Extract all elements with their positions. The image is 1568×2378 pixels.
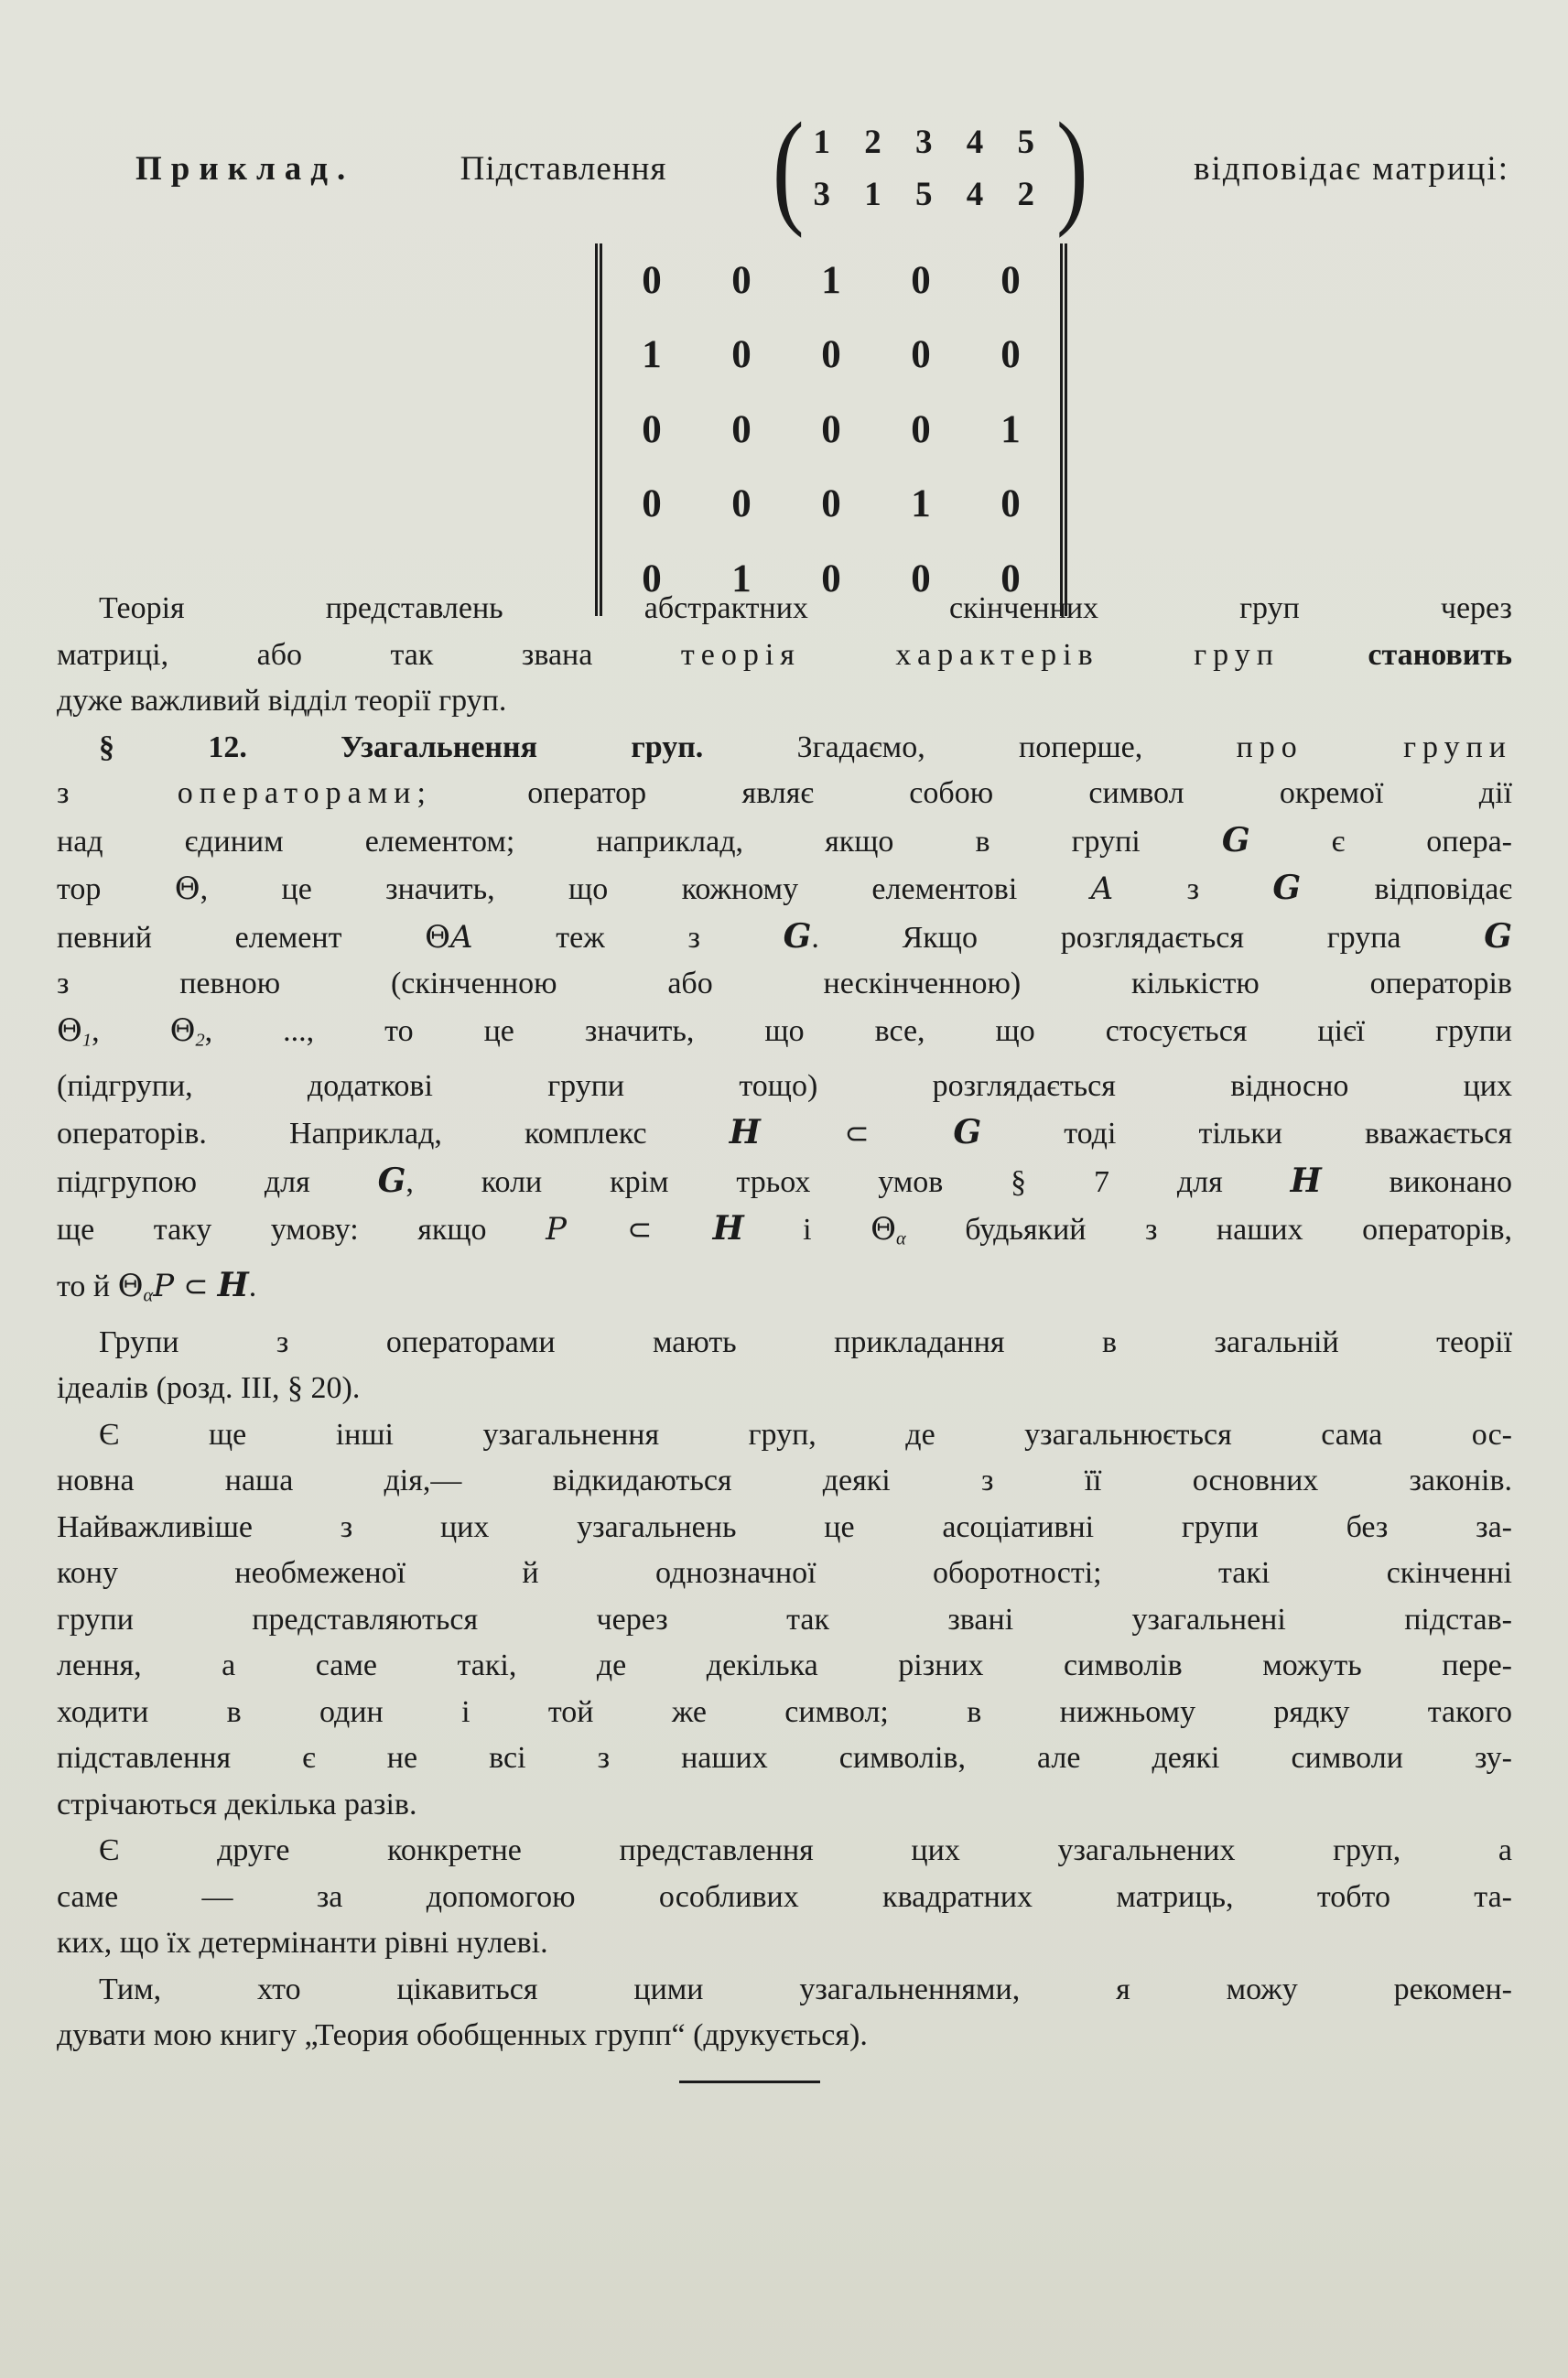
text-line: з операторами; оператор являє собою символ окремої дії	[57, 776, 1513, 810]
permutation-top-row: 1 2 3 4 5	[813, 124, 1047, 161]
text-line: групи представляються через так звані узагальнені підстав-	[57, 1602, 1512, 1637]
matrix-cell: 0	[821, 557, 841, 600]
paragraph	[57, 1412, 1512, 1829]
matrix-cell: 0	[911, 557, 931, 600]
matrix-cell: 0	[731, 259, 752, 302]
matrix-cell: 0	[731, 333, 752, 377]
matrix-cell: 0	[821, 407, 841, 451]
paragraph	[57, 725, 1512, 1320]
example-tail-text: відповідає матриці:	[1194, 149, 1509, 188]
matrix-cell: 0	[911, 259, 931, 302]
matrix-cell: 1	[821, 259, 841, 302]
text-line: § 12. Узагальнення груп. Згадаємо, поперше, про групи	[99, 730, 1512, 764]
text-line: Є друге конкретне представлення цих узагальнених груп, а	[99, 1833, 1512, 1868]
matrix-cell: 0	[821, 333, 841, 377]
matrix-cell: 0	[642, 259, 662, 302]
text-line: Найважливіше з цих узагальнень це асоціативні групи без за-	[57, 1509, 1512, 1544]
text-line: Тим, хто цікавиться цими узагальненнями, я можу рекомен-	[99, 1972, 1512, 2006]
matrix-cell: 0	[1000, 557, 1021, 600]
example-label: Приклад.	[135, 149, 355, 188]
matrix-cell: 0	[1000, 482, 1021, 526]
text-line: кону необмеженої й однозначної оборотності; такі скінченні	[57, 1556, 1512, 1591]
close-paren-glyph: )	[1056, 96, 1088, 239]
text-line: підставлення є не всі з наших символів, але деякі символи зу-	[57, 1741, 1512, 1776]
matrix-cell: 1	[642, 333, 662, 377]
text-line: дувати мою книгу „Теория обобщенных групп“ (друкується).	[57, 2018, 868, 2053]
permutation-bottom-row: 3 1 5 4 2	[813, 176, 1047, 213]
text-line: з певною (скінченною або нескінченною) кількістю операторів	[57, 967, 1512, 1000]
permutation-matrix	[595, 243, 1067, 616]
matrix-cell: 0	[642, 407, 662, 451]
text-line: дуже важливий відділ теорії груп.	[57, 684, 507, 718]
text-line: тор Θ, це значить, що кожному елементові A з G відповідає	[57, 869, 1512, 907]
text-line: саме — за допомогою особливих квадратних матриць, тобто та-	[57, 1879, 1512, 1914]
text-line: Θ1, Θ2, ..., то це значить, що все, що стосується цієї групи	[57, 1011, 1512, 1051]
matrix-cell: 0	[1000, 333, 1021, 377]
matrix-cell: 0	[821, 482, 841, 526]
body-text	[57, 586, 1512, 2059]
matrix-cell: 0	[731, 482, 752, 526]
paragraph	[57, 586, 1512, 725]
open-paren-glyph: (	[772, 96, 805, 239]
text-line: певний елемент ΘA теж з G. Якщо розглядається група G	[57, 916, 1513, 956]
paragraph	[57, 1967, 1512, 2059]
matrix-cell: 0	[911, 407, 931, 451]
matrix-cell: 1	[731, 557, 752, 600]
matrix-cell: 0	[1000, 259, 1021, 302]
matrix-cell: 1	[1000, 407, 1021, 451]
text-line: Є ще інші узагальнення груп, де узагальнюється сама ос-	[99, 1417, 1512, 1452]
example-lead-text: Підставлення	[460, 149, 667, 188]
text-line: матриці, або так звана теорія характерів груп становить	[57, 637, 1513, 672]
text-line: ідеалів (розд. III, § 20).	[57, 1371, 361, 1406]
permutation-rows	[805, 123, 1057, 214]
text-line: новна наша дія,— відкидаються деякі з її основних законів.	[57, 1464, 1512, 1498]
matrix-cell: 0	[642, 557, 662, 600]
text-line: лення, а саме такі, де декілька різних символів можуть пере-	[57, 1648, 1512, 1683]
text-line: Теорія представлень абстрактних скінченних груп через	[99, 591, 1512, 625]
example-line	[135, 95, 1509, 242]
section-divider	[679, 2081, 820, 2083]
paragraph	[57, 1828, 1512, 1967]
text-line: Групи з операторами мають прикладання в загальній теорії	[99, 1324, 1512, 1359]
text-line: операторів. Наприклад, комплекс H ⊂ G тоді тільки вважається	[57, 1113, 1513, 1152]
text-line: ще таку умову: якщо P ⊂ H і Θα будьякий з наших операторів,	[57, 1209, 1513, 1249]
matrix-cell: 0	[642, 482, 662, 526]
matrix-cell: 0	[911, 333, 931, 377]
text-line: то й ΘαP ⊂ H.	[57, 1266, 257, 1307]
matrix-cell: 0	[731, 407, 752, 451]
matrix-cell: 1	[911, 482, 931, 526]
permutation-notation	[772, 96, 1088, 239]
text-line: ких, що їх детермінанти рівні нулеві.	[57, 1926, 548, 1961]
text-line: ходити в один і той же символ; в нижньому рядку такого	[57, 1694, 1512, 1729]
text-line: (підгрупи, додаткові групи тощо) розглядається відносно цих	[57, 1068, 1512, 1103]
paragraph	[57, 1320, 1512, 1412]
text-line: підгрупою для G, коли крім трьох умов § 7 для H виконано	[57, 1161, 1512, 1200]
text-line: над єдиним елементом; наприклад, якщо в групі G є опера-	[57, 820, 1513, 859]
text-line: стрічаються декілька разів.	[57, 1787, 417, 1821]
